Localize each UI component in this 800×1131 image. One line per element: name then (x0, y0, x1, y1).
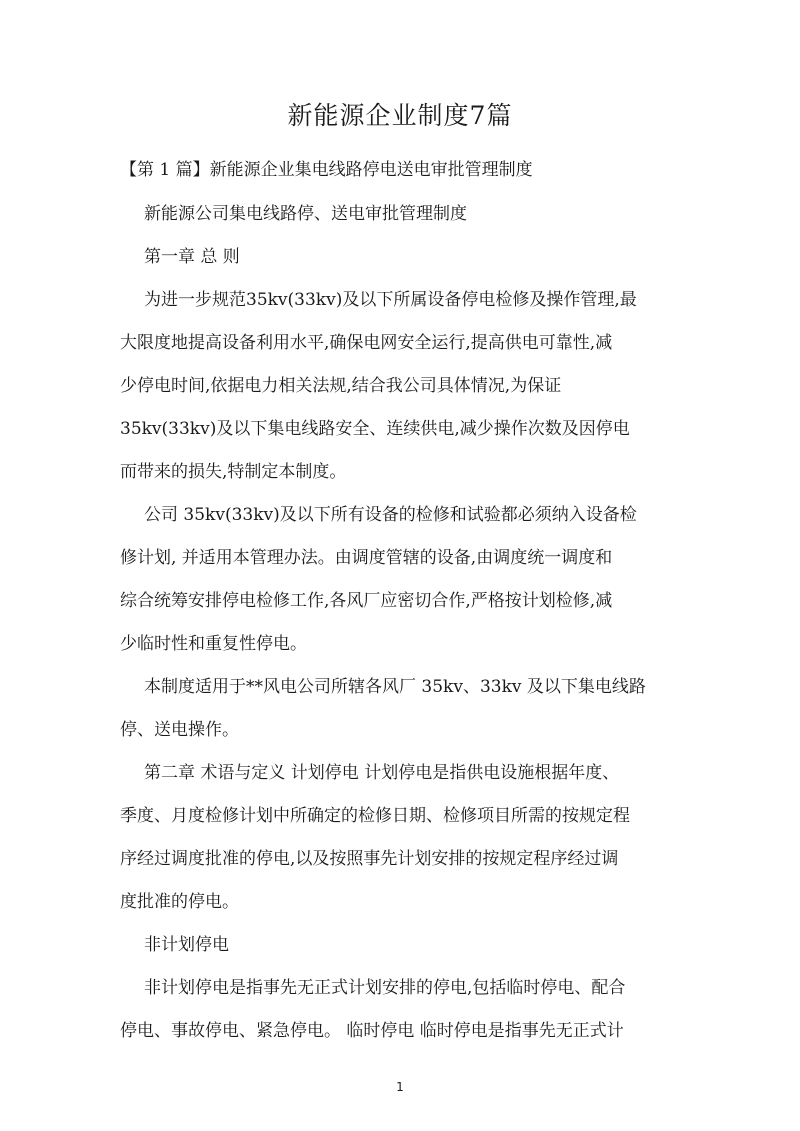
paragraph-line: 大限度地提高设备利用水平,确保电网安全运行,提高供电可靠性,减 (120, 333, 613, 353)
document-title: 新能源企业制度7篇 (287, 101, 513, 130)
paragraph-line: 综合统筹安排停电检修工作,各风厂应密切合作,严格按计划检修,减 (120, 591, 613, 611)
paragraph-line: 修计划, 并适用本管理办法。由调度管辖的设备,由调度统一调度和 (120, 548, 613, 568)
page-number: 1 (396, 1080, 404, 1094)
paragraph-line: 本制度适用于**风电公司所辖各风厂 35kv、33kv 及以下集电线路 (144, 677, 646, 697)
paragraph-line: 季度、月度检修计划中所确定的检修日期、检修项目所需的按规定程 (120, 806, 630, 826)
paragraph-line: 少停电时间,依据电力相关法规,结合我公司具体情况,为保证 (120, 376, 562, 396)
paragraph-line: 度批准的停电。 (120, 892, 239, 912)
paragraph-line: 少临时性和重复性停电。 (120, 634, 307, 654)
paragraph-line: 为进一步规范35kv(33kv)及以下所属设备停电检修及操作管理,最 (144, 290, 637, 310)
paragraph-line: 序经过调度批准的停电,以及按照事先计划安排的按规定程序经过调 (120, 849, 619, 869)
paragraph-line: 停、送电操作。 (120, 720, 239, 740)
term-heading: 非计划停电 (144, 935, 229, 955)
paragraph-line: 第二章 术语与定义 计划停电 计划停电是指供电设施根据年度、 (144, 763, 620, 783)
paragraph-line: 停电、事故停电、紧急停电。 临时停电 临时停电是指事先无正式计 (120, 1021, 624, 1041)
paragraph-line: 公司 35kv(33kv)及以下所有设备的检修和试验都必须纳入设备检 (144, 505, 637, 525)
subtitle-line: 新能源公司集电线路停、送电审批管理制度 (144, 204, 467, 224)
paragraph-line: 而带来的损失,特制定本制度。 (120, 462, 347, 482)
paragraph-line: 35kv(33kv)及以下集电线路安全、连续供电,减少操作次数及因停电 (120, 419, 630, 439)
chapter-heading: 第一章 总 则 (144, 247, 240, 267)
section-heading: 【第 1 篇】新能源企业集电线路停电送电审批管理制度 (120, 160, 533, 180)
paragraph-line: 非计划停电是指事先无正式计划安排的停电,包括临时停电、配合 (144, 978, 626, 998)
